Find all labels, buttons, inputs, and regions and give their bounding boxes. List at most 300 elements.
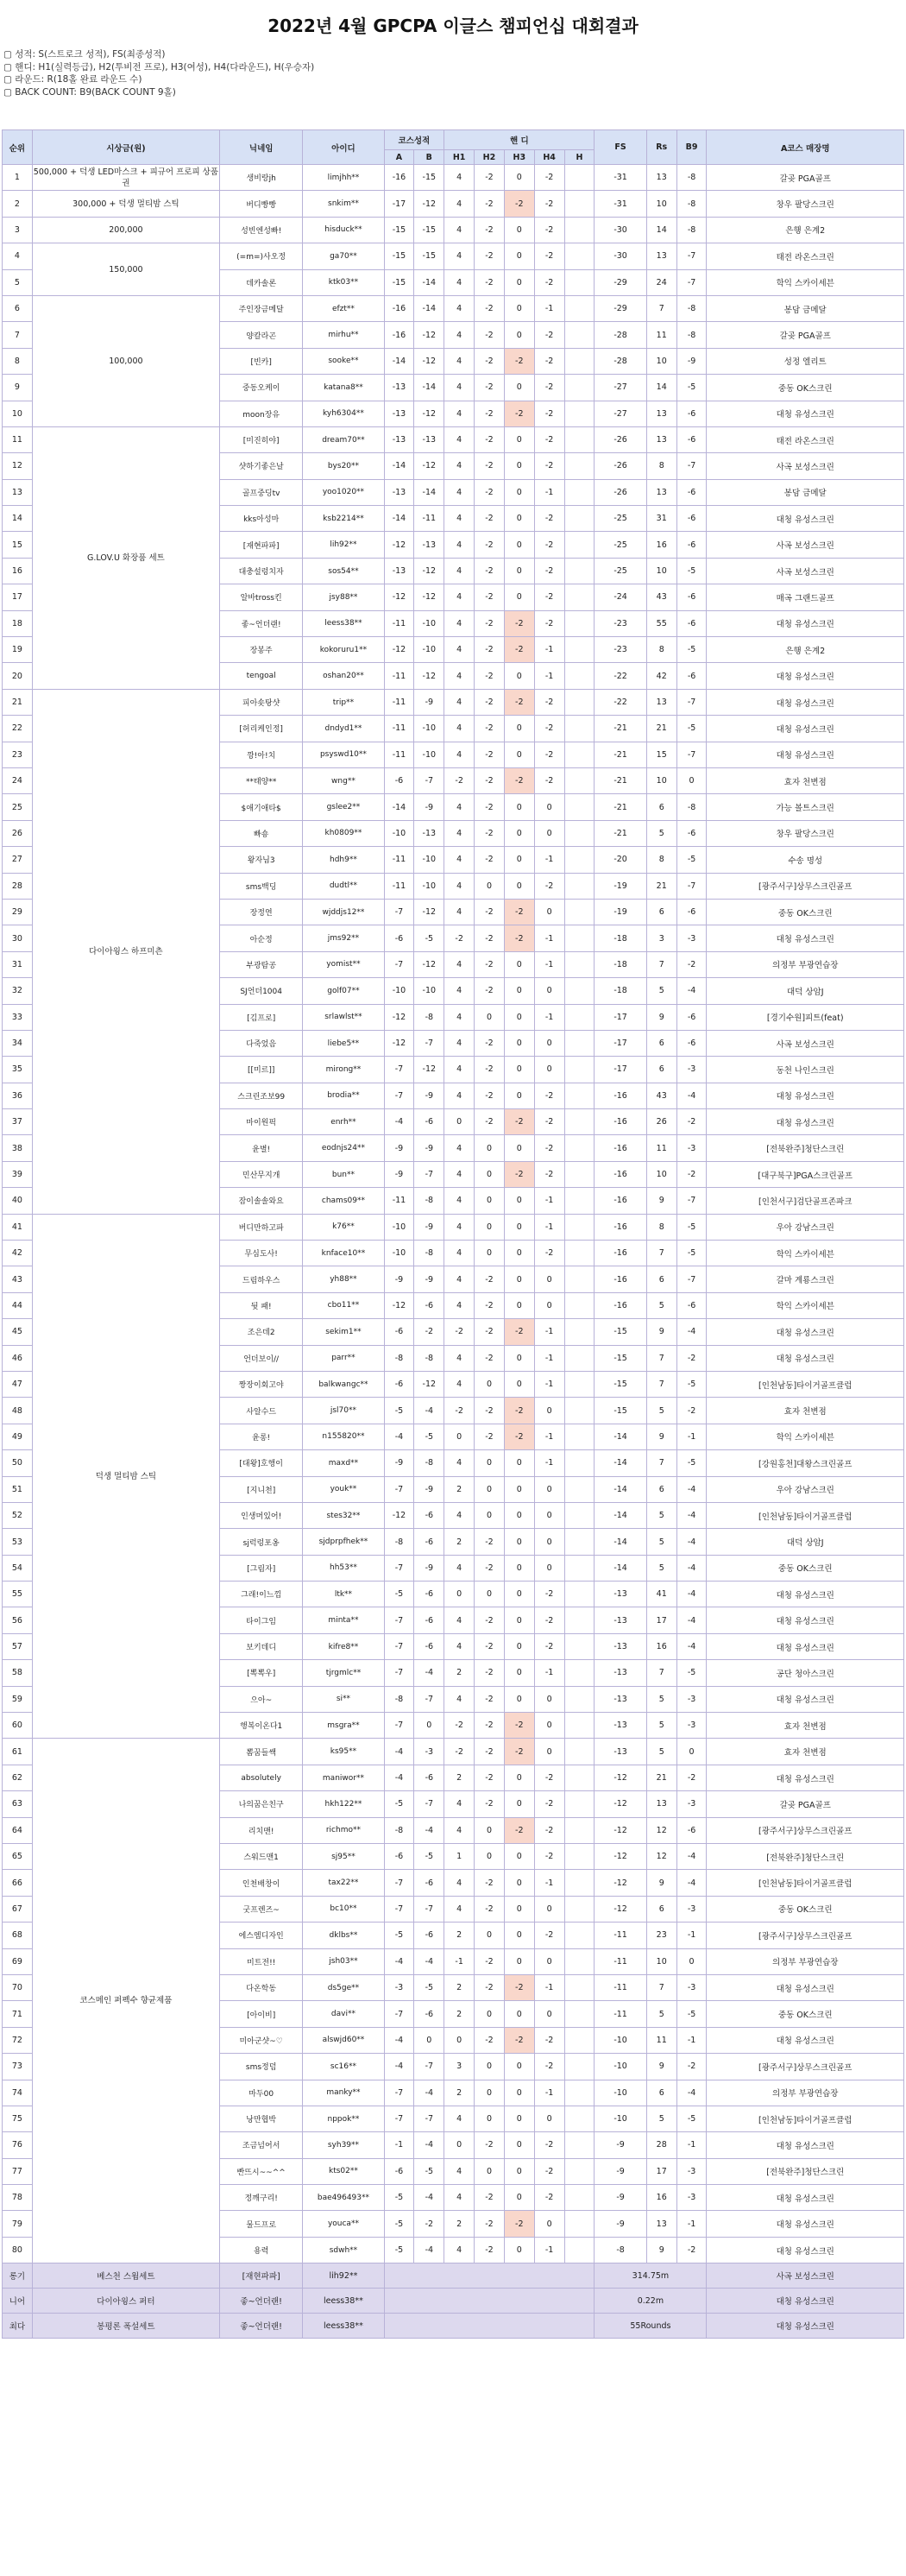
cell-b: -7: [414, 1791, 444, 1817]
cell-a: -11: [384, 873, 414, 899]
cell-fs: -25: [595, 558, 646, 584]
cell-fs: -29: [595, 269, 646, 295]
cell-nick: [[미르]]: [220, 1057, 303, 1083]
cell-h4: 0: [534, 1266, 564, 1292]
cell-rs: 21: [646, 1765, 676, 1790]
cell-h4: -1: [534, 1424, 564, 1449]
cell-rank: 26: [3, 820, 33, 846]
cell-rank: 66: [3, 1870, 33, 1896]
cell-rs: 8: [646, 453, 676, 479]
cell-course: [강원홍천]대왕스크린골프: [707, 1450, 904, 1476]
cell-course: 대청 유성스크린: [707, 2132, 904, 2158]
cell-id: kts02**: [303, 2158, 384, 2184]
cell-h1: 2: [444, 2001, 475, 2027]
cell-id: stes32**: [303, 1502, 384, 1528]
cell-rs: 7: [646, 1974, 676, 2000]
cell-b9: -2: [676, 1109, 707, 1135]
legend-notes: [3, 48, 314, 98]
cell-h2: 0: [475, 1161, 505, 1187]
cell-h2: 0: [475, 1923, 505, 1948]
cell-course: 의정부 부광연습장: [707, 951, 904, 977]
cell-b9: -3: [676, 925, 707, 951]
cell-id: eodnjs24**: [303, 1135, 384, 1161]
cell-h4: 0: [534, 1686, 564, 1712]
cell-b: -8: [414, 1004, 444, 1030]
cell-id: dudtl**: [303, 873, 384, 899]
cell-rank: 51: [3, 1476, 33, 1502]
cell-h: [564, 2106, 595, 2131]
cell-h1: 4: [444, 2106, 475, 2131]
cell-rs: 13: [646, 479, 676, 505]
cell-h1: 4: [444, 820, 475, 846]
cell-nick: 인생머있어!: [220, 1502, 303, 1528]
cell-h2: -2: [475, 1713, 505, 1739]
cell-h4: -2: [534, 1923, 564, 1948]
cell-rank: 3: [3, 217, 33, 243]
cell-b9: -1: [676, 2211, 707, 2237]
cell-id: enrh**: [303, 1109, 384, 1135]
cell-nick: 마이원픽: [220, 1109, 303, 1135]
cell-b9: -2: [676, 1765, 707, 1790]
cell-h4: 0: [534, 1292, 564, 1318]
header-course: A코스 매장명: [707, 130, 904, 165]
cell-h3: 0: [504, 1948, 534, 1974]
cell-fs: -10: [595, 2054, 646, 2080]
cell-b: -15: [414, 165, 444, 191]
cell-h2: -2: [475, 217, 505, 243]
award-id: lih92**: [303, 2263, 384, 2289]
cell-b: -5: [414, 1844, 444, 1870]
cell-nick: 아순정: [220, 925, 303, 951]
cell-rs: 11: [646, 322, 676, 348]
header-handicap: 핸 디: [444, 130, 595, 150]
cell-fs: -13: [595, 1660, 646, 1686]
cell-nick: [아이비]: [220, 2001, 303, 2027]
cell-nick: 물드프로: [220, 2211, 303, 2237]
cell-id: nppok**: [303, 2106, 384, 2131]
cell-course: 대청 유성스크린: [707, 2027, 904, 2053]
cell-id: oshan20**: [303, 663, 384, 689]
cell-h2: -2: [475, 322, 505, 348]
award-course: 사곡 보성스크린: [707, 2263, 904, 2289]
cell-b9: -1: [676, 1923, 707, 1948]
results-table: [2, 129, 904, 2339]
cell-id: yh88**: [303, 1266, 384, 1292]
cell-h: [564, 1817, 595, 1843]
cell-fs: -13: [595, 1713, 646, 1739]
cell-h4: -2: [534, 873, 564, 899]
cell-h4: -2: [534, 191, 564, 217]
cell-b: 0: [414, 1713, 444, 1739]
cell-a: -11: [384, 663, 414, 689]
cell-b9: -3: [676, 2158, 707, 2184]
cell-course: 봉담 금메달: [707, 295, 904, 321]
cell-a: -11: [384, 716, 414, 742]
cell-h: [564, 1896, 595, 1922]
cell-h: [564, 742, 595, 767]
cell-rank: 5: [3, 269, 33, 295]
cell-a: -7: [384, 1660, 414, 1686]
cell-fs: -18: [595, 925, 646, 951]
legend-note: ▢ BACK COUNT: B9(BACK COUNT 9홀): [3, 86, 176, 98]
cell-h4: -2: [534, 2132, 564, 2158]
cell-h1: 4: [444, 1607, 475, 1633]
cell-b: -6: [414, 1582, 444, 1607]
cell-rank: 15: [3, 532, 33, 558]
cell-a: -7: [384, 2106, 414, 2131]
cell-b9: -6: [676, 1292, 707, 1318]
cell-h: [564, 1555, 595, 1581]
cell-course: [광주서구]상무스크린골프: [707, 873, 904, 899]
table-row: [3, 295, 904, 321]
cell-h3: -2: [504, 1817, 534, 1843]
cell-h4: -2: [534, 506, 564, 532]
cell-h: [564, 2158, 595, 2184]
cell-h1: 2: [444, 1974, 475, 2000]
header-h1: H1: [444, 150, 475, 165]
cell-b9: -7: [676, 243, 707, 269]
cell-h: [564, 1739, 595, 1765]
cell-nick: 왕자님3: [220, 847, 303, 873]
cell-h: [564, 1030, 595, 1056]
cell-course: 갈마 계룡스크린: [707, 1266, 904, 1292]
cell-rs: 31: [646, 506, 676, 532]
cell-b: -12: [414, 453, 444, 479]
cell-rank: 28: [3, 873, 33, 899]
cell-rs: 12: [646, 1844, 676, 1870]
cell-a: -10: [384, 978, 414, 1004]
cell-h2: -2: [475, 1948, 505, 1974]
cell-b9: -3: [676, 1713, 707, 1739]
page-title: 2022년 4월 GPCPA 이글스 챔피언십 대회결과: [267, 16, 639, 36]
cell-h3: 0: [504, 453, 534, 479]
cell-course: 은행 은계2: [707, 637, 904, 663]
cell-b: -4: [414, 2185, 444, 2211]
cell-rs: 6: [646, 899, 676, 925]
cell-h3: -2: [504, 1713, 534, 1739]
cell-h1: 4: [444, 873, 475, 899]
cell-id: k76**: [303, 1214, 384, 1240]
cell-h1: 4: [444, 584, 475, 610]
cell-h3: 0: [504, 243, 534, 269]
cell-fs: -11: [595, 1948, 646, 1974]
cell-rs: 7: [646, 295, 676, 321]
cell-rank: 80: [3, 2237, 33, 2263]
cell-rank: 63: [3, 1791, 33, 1817]
cell-h4: -2: [534, 1844, 564, 1870]
cell-h4: -2: [534, 558, 564, 584]
cell-course: 학익 스카이세븐: [707, 1424, 904, 1449]
cell-course: [인천남동]타이거골프클럽: [707, 2106, 904, 2131]
cell-a: -7: [384, 1083, 414, 1108]
cell-nick: 골프중딩tv: [220, 479, 303, 505]
cell-rs: 6: [646, 1057, 676, 1083]
cell-h: [564, 506, 595, 532]
cell-rs: 43: [646, 1083, 676, 1108]
cell-h3: 0: [504, 1791, 534, 1817]
cell-h1: 4: [444, 479, 475, 505]
cell-rank: 61: [3, 1739, 33, 1765]
cell-h3: -2: [504, 1398, 534, 1424]
cell-b9: -1: [676, 1424, 707, 1449]
cell-course: 갈곶 PGA골프: [707, 322, 904, 348]
cell-h1: 4: [444, 1371, 475, 1397]
cell-h3: 0: [504, 1923, 534, 1948]
award-category: 니어: [3, 2289, 33, 2314]
cell-rs: 5: [646, 2001, 676, 2027]
cell-h3: 0: [504, 375, 534, 401]
cell-rs: 9: [646, 1319, 676, 1345]
cell-h: [564, 663, 595, 689]
cell-rs: 6: [646, 1030, 676, 1056]
cell-fs: -29: [595, 295, 646, 321]
cell-nick: 뽐꿈들쌕: [220, 1739, 303, 1765]
cell-fs: -18: [595, 951, 646, 977]
cell-id: bae496493**: [303, 2185, 384, 2211]
cell-a: -14: [384, 348, 414, 374]
cell-course: 대청 유성스크린: [707, 1633, 904, 1659]
cell-course: 대청 유성스크린: [707, 1083, 904, 1108]
cell-h3: 0: [504, 1582, 534, 1607]
cell-rank: 62: [3, 1765, 33, 1790]
cell-b9: -6: [676, 1817, 707, 1843]
cell-b: -12: [414, 663, 444, 689]
cell-b: -12: [414, 584, 444, 610]
cell-nick: sms백딩: [220, 873, 303, 899]
cell-h3: 0: [504, 1555, 534, 1581]
cell-id: syh39**: [303, 2132, 384, 2158]
cell-h2: -2: [475, 978, 505, 1004]
cell-h3: 0: [504, 532, 534, 558]
cell-a: -7: [384, 951, 414, 977]
cell-rank: 13: [3, 479, 33, 505]
cell-h2: 0: [475, 1241, 505, 1266]
cell-id: balkwangc**: [303, 1371, 384, 1397]
cell-h3: -2: [504, 1739, 534, 1765]
cell-b: -12: [414, 191, 444, 217]
cell-b9: -4: [676, 1633, 707, 1659]
cell-b9: -3: [676, 1791, 707, 1817]
cell-rank: 76: [3, 2132, 33, 2158]
cell-h3: 0: [504, 1844, 534, 1870]
cell-rank: 10: [3, 401, 33, 426]
cell-h3: 0: [504, 2237, 534, 2263]
cell-nick: 빠숑: [220, 820, 303, 846]
cell-h3: 0: [504, 1214, 534, 1240]
cell-h2: -2: [475, 401, 505, 426]
cell-h4: 0: [534, 820, 564, 846]
cell-id: dklbs**: [303, 1923, 384, 1948]
cell-rs: 5: [646, 1292, 676, 1318]
cell-rs: 5: [646, 1398, 676, 1424]
cell-h1: 4: [444, 1188, 475, 1214]
cell-id: ktk03**: [303, 269, 384, 295]
cell-h: [564, 1582, 595, 1607]
cell-id: hkh122**: [303, 1791, 384, 1817]
cell-h: [564, 1502, 595, 1528]
cell-nick: sj럭렁포옹: [220, 1529, 303, 1555]
cell-h2: 0: [475, 1135, 505, 1161]
cell-b9: -3: [676, 1057, 707, 1083]
cell-b: -6: [414, 1870, 444, 1896]
cell-a: -13: [384, 426, 414, 452]
cell-id: ds5ge**: [303, 1974, 384, 2000]
header-rank: 순위: [3, 130, 33, 165]
cell-b9: -3: [676, 1135, 707, 1161]
cell-h: [564, 1319, 595, 1345]
cell-b9: -2: [676, 1161, 707, 1187]
cell-h: [564, 558, 595, 584]
cell-h2: 0: [475, 1214, 505, 1240]
cell-id: bys20**: [303, 453, 384, 479]
cell-b: -7: [414, 1030, 444, 1056]
cell-b: -10: [414, 978, 444, 1004]
cell-b9: -5: [676, 847, 707, 873]
cell-a: -14: [384, 453, 414, 479]
cell-course: 학익 스카이세븐: [707, 1241, 904, 1266]
cell-h2: -2: [475, 243, 505, 269]
cell-h2: -2: [475, 1398, 505, 1424]
cell-h1: 4: [444, 243, 475, 269]
cell-h1: 4: [444, 558, 475, 584]
cell-h2: -2: [475, 165, 505, 191]
cell-rs: 10: [646, 1948, 676, 1974]
award-row: [3, 2289, 904, 2314]
cell-nick: 샷하기좋은날: [220, 453, 303, 479]
cell-course: [인천서구]검단골프존파크: [707, 1188, 904, 1214]
cell-nick: tengoal: [220, 663, 303, 689]
cell-course: 대청 유성스크린: [707, 716, 904, 742]
cell-rs: 8: [646, 637, 676, 663]
cell-h2: -2: [475, 1319, 505, 1345]
cell-h3: -2: [504, 401, 534, 426]
cell-id: kyh6304**: [303, 401, 384, 426]
award-course: 대청 유성스크린: [707, 2289, 904, 2314]
cell-rs: 21: [646, 873, 676, 899]
cell-b: -9: [414, 794, 444, 820]
cell-course: [대구북구]PGA스크린골프: [707, 1161, 904, 1187]
cell-h1: 4: [444, 1555, 475, 1581]
cell-fs: -11: [595, 1923, 646, 1948]
prize-cell: 다이아윙스 하프미츤: [32, 689, 219, 1214]
cell-rank: 4: [3, 243, 33, 269]
cell-nick: 대충설렁치자: [220, 558, 303, 584]
cell-h2: -2: [475, 716, 505, 742]
cell-b: -4: [414, 1817, 444, 1843]
cell-nick: 윤롱!: [220, 1424, 303, 1449]
cell-h4: -1: [534, 925, 564, 951]
cell-rank: 71: [3, 2001, 33, 2027]
table-row: [3, 217, 904, 243]
cell-rank: 22: [3, 716, 33, 742]
cell-h2: -2: [475, 584, 505, 610]
cell-id: sc16**: [303, 2054, 384, 2080]
cell-h3: 0: [504, 479, 534, 505]
cell-id: mirong**: [303, 1057, 384, 1083]
cell-h1: 4: [444, 1161, 475, 1187]
cell-b: -13: [414, 532, 444, 558]
cell-id: kifre8**: [303, 1633, 384, 1659]
cell-a: -7: [384, 1555, 414, 1581]
cell-course: 갈곶 PGA골프: [707, 165, 904, 191]
cell-nick: $애기애타$: [220, 794, 303, 820]
cell-a: -4: [384, 1109, 414, 1135]
cell-h: [564, 479, 595, 505]
cell-h: [564, 348, 595, 374]
cell-h1: 4: [444, 794, 475, 820]
cell-h4: -2: [534, 2054, 564, 2080]
cell-rs: 11: [646, 1135, 676, 1161]
cell-h3: -2: [504, 2211, 534, 2237]
cell-h1: 4: [444, 1135, 475, 1161]
cell-rs: 14: [646, 375, 676, 401]
cell-course: 대청 유성스크린: [707, 1319, 904, 1345]
cell-rank: 14: [3, 506, 33, 532]
cell-h3: 0: [504, 1135, 534, 1161]
cell-id: leess38**: [303, 610, 384, 636]
cell-a: -16: [384, 165, 414, 191]
cell-h2: -2: [475, 506, 505, 532]
cell-h4: -1: [534, 637, 564, 663]
cell-rank: 27: [3, 847, 33, 873]
cell-rank: 6: [3, 295, 33, 321]
cell-h3: 0: [504, 1607, 534, 1633]
header-fs: FS: [595, 130, 646, 165]
cell-id: youk**: [303, 1476, 384, 1502]
cell-a: -9: [384, 1161, 414, 1187]
cell-a: -13: [384, 375, 414, 401]
cell-a: -5: [384, 1582, 414, 1607]
cell-b9: -9: [676, 348, 707, 374]
cell-h3: -2: [504, 191, 534, 217]
cell-fs: -22: [595, 663, 646, 689]
cell-h1: 4: [444, 191, 475, 217]
cell-id: wng**: [303, 767, 384, 793]
cell-course: 대청 유성스크린: [707, 1109, 904, 1135]
cell-h1: 4: [444, 1633, 475, 1659]
cell-id: hdh9**: [303, 847, 384, 873]
cell-b9: -4: [676, 1870, 707, 1896]
cell-b: -4: [414, 2132, 444, 2158]
award-nickname: 좋~언더랜!: [220, 2289, 303, 2314]
cell-nick: 인천배창이: [220, 1870, 303, 1896]
cell-id: ksb2214**: [303, 506, 384, 532]
cell-h3: 0: [504, 269, 534, 295]
cell-fs: -26: [595, 453, 646, 479]
cell-rank: 45: [3, 1319, 33, 1345]
cell-b9: -8: [676, 794, 707, 820]
cell-rank: 46: [3, 1345, 33, 1371]
cell-h1: 4: [444, 1214, 475, 1240]
cell-h2: -2: [475, 925, 505, 951]
cell-rank: 9: [3, 375, 33, 401]
cell-fs: -27: [595, 401, 646, 426]
cell-nick: [미진히야]: [220, 426, 303, 452]
cell-b: -14: [414, 479, 444, 505]
cell-nick: 빤뜨시~~^^: [220, 2158, 303, 2184]
cell-id: ks95**: [303, 1739, 384, 1765]
cell-nick: [빈카]: [220, 348, 303, 374]
cell-b9: -5: [676, 2001, 707, 2027]
cell-id: ga70**: [303, 243, 384, 269]
cell-h: [564, 532, 595, 558]
cell-h1: 4: [444, 1004, 475, 1030]
cell-id: bun**: [303, 1161, 384, 1187]
cell-course: 중동 OK스크린: [707, 1555, 904, 1581]
cell-h3: 0: [504, 2106, 534, 2131]
cell-h4: -2: [534, 1135, 564, 1161]
cell-h2: -2: [475, 1974, 505, 2000]
